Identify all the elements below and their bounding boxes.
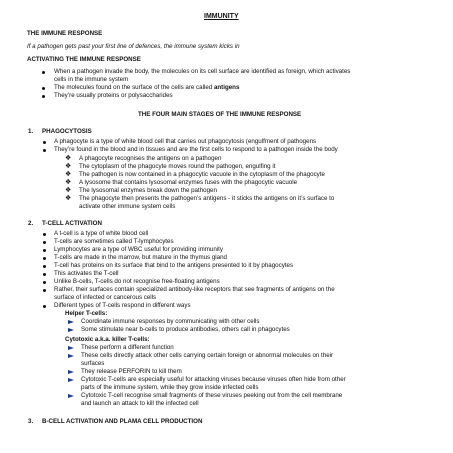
activating-heading: ACTIVATING THE IMMUNE RESPONSE (27, 56, 141, 63)
s2-bullet-8: Rather, their surfaces contain specialized antibody-like receptors that see fragments of antigens on the (54, 286, 335, 293)
s1-sub-4: A lysosome that contains lysosomal enzymes fuses with the phagocytic vacuole (79, 179, 298, 186)
cyto-2: These cells directly attack other cells carrying certain foreign or abnormal molecules on their (81, 352, 334, 359)
activating-bullet-2: The molecules found on the surface of the cells are called antigens (54, 84, 240, 91)
bullet-icon (43, 149, 46, 152)
s1-sub-5: The lysosomal enzymes break down the pathogen (79, 187, 217, 194)
bullet-icon (42, 87, 45, 90)
bullet-icon (43, 249, 46, 252)
s2-bullet-1: A t-cell is a type of white blood cell (54, 230, 149, 237)
s2-bullet-3: Lymphocytes are a type of WBC useful for providing immunity (54, 246, 223, 253)
bullet-icon (43, 289, 46, 292)
diamond-bullet-icon: ❖ (65, 171, 72, 178)
helper-1: Coordinate immune responses by communicating with other cells (81, 318, 260, 325)
section-2-number: 2. (28, 220, 34, 227)
cyto-4: Cytotoxic T-cells are especially useful for attacking viruses because viruses often hide from other (81, 376, 346, 383)
section-1-number: 1. (28, 128, 34, 135)
page-title: IMMUNITY (204, 13, 239, 20)
activating-bullet-1-cont: cells in the immune system (54, 76, 129, 83)
intro-line: If a pathogen gets past your first line of defences, the immune system kicks in (27, 43, 240, 50)
s2-bullet-6: This activates the T-cell (54, 270, 119, 277)
diamond-bullet-icon: ❖ (65, 179, 72, 186)
s1-sub-3: The pathogen is now contained in a phagocytic vacuole in the cytoplasm of the phagocyte (79, 171, 325, 178)
s2-bullet-2: T-cells are sometimes called T-lymphocytes (54, 238, 174, 245)
arrow-bullet-icon (68, 346, 74, 350)
helper-heading: Helper T-cells: (65, 310, 108, 317)
activating-bullet-1: When a pathogen invade the body, the molecules on its cell surface are identified as foreign, which activates (54, 68, 351, 75)
s2-bullet-4: T-cells are made in the marrow, but mature in the thymus gland (54, 254, 227, 261)
arrow-bullet-icon (68, 394, 74, 398)
diamond-bullet-icon: ❖ (65, 187, 72, 194)
cyto-5-cont: and launch an attack to kill the infected cell (81, 400, 199, 407)
cyto-heading: Cytotoxic a.k.a. killer T-cells: (65, 336, 150, 343)
section-3-number: 3. (28, 418, 34, 425)
s1-sub-6-cont: activate other immune system cells (79, 203, 176, 210)
cyto-1: These perform a different function (81, 344, 174, 351)
cyto-5: Cytotoxic T-cell recognise small fragments of these viruses peeking out from the cell membrane (81, 392, 343, 399)
arrow-bullet-icon (68, 354, 74, 358)
diamond-bullet-icon: ❖ (65, 163, 72, 170)
bullet-icon (42, 71, 45, 74)
cyto-4-cont: parts of the immune system, while they grow inside infected cells (81, 384, 259, 391)
bullet-icon (43, 265, 46, 268)
bullet-icon (43, 141, 46, 144)
arrow-bullet-icon (68, 378, 74, 382)
arrow-bullet-icon (68, 370, 74, 374)
diamond-bullet-icon: ❖ (65, 195, 72, 202)
section-1-heading: PHAGOCYTOSIS (42, 128, 92, 135)
bullet-icon (43, 273, 46, 276)
arrow-bullet-icon (68, 328, 74, 332)
s2-bullet-9: Different types of T-cells respond in different ways (54, 302, 191, 309)
s2-bullet-8-cont: surface of infected or cancerous cells (54, 294, 157, 301)
bullet-icon (43, 257, 46, 260)
s1-sub-2: The cytoplasm of the phagocyte moves round the pathogen, engulfing it (79, 163, 276, 170)
stages-heading: THE FOUR MAIN STAGES OF THE IMMUNE RESPONSE (138, 111, 302, 118)
bullet-icon (43, 281, 46, 284)
bullet-icon (42, 95, 45, 98)
diamond-bullet-icon: ❖ (65, 155, 72, 162)
section-3-heading: B-CELL ACTIVATION AND PLAMA CELL PRODUCTION (42, 418, 203, 425)
helper-2: Some stimulate near b-cells to produce antibodies, others call in phagocytes (81, 326, 290, 333)
bullet-icon (43, 241, 46, 244)
cyto-2-cont: surfaces (81, 360, 105, 367)
s1-bullet-2: They’re found in the blood and in tissues and are the first cells to respond to a pathogen inside the body (54, 146, 338, 153)
immune-response-heading: THE IMMUNE RESPONSE (27, 30, 103, 37)
bullet-icon (43, 233, 46, 236)
activating-bullet-3: They’re usually proteins or polysaccharides (54, 92, 173, 99)
s2-bullet-5: T-cell has proteins on its surface that bind to the antigens presented to it by phagocytes (54, 262, 294, 269)
s1-sub-1: A phagocyte recognises the antigens on a pathogen (79, 155, 222, 162)
cyto-3: They release PERFORIN to kill them (81, 368, 182, 375)
s1-bullet-1: A phagocyte is a type of white blood cell that carries out phagocytosis (engulfment of pathogens (54, 138, 317, 145)
bullet-icon (43, 305, 46, 308)
s2-bullet-7: Unlike B-cells, T-cells do not recognise free-floating antigens (54, 278, 220, 285)
arrow-bullet-icon (68, 320, 74, 324)
s1-sub-6: The phagocyte then presents the pathogen’s antigens - it sticks the antigens on it’s surface to (79, 195, 335, 202)
section-2-heading: T-CELL ACTIVATION (42, 220, 102, 227)
